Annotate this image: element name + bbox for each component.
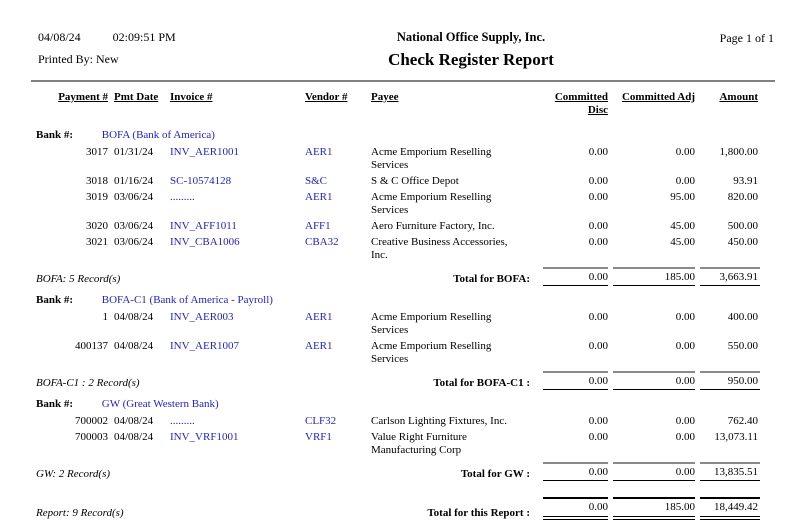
vendor-number-link[interactable]: CLF32	[305, 415, 337, 427]
bank-name-link[interactable]: BOFA (Bank of America)	[101, 129, 215, 141]
report-header	[0, 0, 804, 70]
total-committed-adj-cell	[608, 367, 695, 392]
invoice-number-link[interactable]: SC-10574128	[170, 175, 232, 187]
record-count: BOFA: 5 Record(s)	[36, 273, 121, 285]
payment-date-cell: 04/08/24	[114, 431, 154, 443]
payment-number-cell: 3020	[86, 220, 108, 232]
report-total-committed-disc-cell	[538, 483, 608, 522]
report-total-row	[30, 483, 774, 522]
payment-date-cell: 03/06/24	[114, 220, 154, 232]
report-title: Check Register Report	[388, 50, 554, 69]
bank-header-row	[30, 123, 774, 144]
payee-cell: Value Right Furniture Manufacturing Corp	[371, 431, 467, 456]
bank-header-cell	[30, 123, 774, 144]
vendor-number-link[interactable]: CBA32	[305, 236, 339, 248]
column-header-payee	[371, 82, 538, 123]
column-header-committed-adj-label: Committed Adj	[621, 91, 695, 103]
column-header-committed-disc-label: Committed Disc	[554, 91, 608, 116]
vendor-number-link[interactable]: AFF1	[305, 220, 331, 232]
payment-date-cell: 01/31/24	[114, 146, 154, 158]
committed-adj-cell: 0.00	[675, 146, 695, 158]
amount-cell: 820.00	[727, 191, 758, 203]
payment-row	[30, 429, 774, 458]
total-amount-cell	[695, 263, 774, 288]
total-committed-disc-cell	[538, 367, 608, 392]
report-total-committed-adj-value: 185.00	[613, 497, 695, 520]
bank-total-label: Total for BOFA:	[453, 273, 530, 285]
total-committed-disc-cell	[538, 458, 608, 483]
column-header-committed-disc	[538, 82, 608, 123]
total-amount-cell	[695, 367, 774, 392]
committed-adj-cell: 0.00	[675, 415, 695, 427]
bank-name-link[interactable]: BOFA-C1 (Bank of America - Payroll)	[101, 294, 273, 306]
header-center	[308, 30, 634, 70]
payee-cell: Acme Emporium Reselling Services	[371, 146, 492, 171]
page-indicator: Page 1 of 1	[719, 31, 774, 45]
invoice-number-link[interactable]: .........	[170, 191, 195, 203]
total-committed-adj-cell	[608, 458, 695, 483]
payment-date-cell: 03/06/24	[114, 191, 154, 203]
report-total-committed-adj-cell	[608, 483, 695, 522]
committed-adj-cell: 0.00	[675, 311, 695, 323]
total-committed-disc-value: 0.00	[543, 371, 608, 390]
amount-cell: 1,800.00	[719, 146, 758, 158]
amount-cell: 93.91	[733, 175, 758, 187]
committed-adj-cell: 45.00	[670, 220, 695, 232]
committed-disc-cell: 0.00	[588, 191, 608, 203]
column-header-pmt-date-label: Pmt Date	[114, 91, 159, 103]
payment-date-cell: 04/08/24	[114, 340, 154, 352]
payment-row	[30, 144, 774, 173]
committed-adj-cell: 0.00	[675, 175, 695, 187]
bank-header-cell	[30, 392, 774, 413]
column-header-committed-adj	[608, 82, 695, 123]
invoice-number-link[interactable]: .........	[170, 415, 195, 427]
column-header-amount-label: Amount	[719, 91, 758, 103]
column-header-payment	[30, 82, 108, 123]
payment-row	[30, 218, 774, 234]
committed-adj-cell: 45.00	[670, 236, 695, 248]
committed-adj-cell: 0.00	[675, 431, 695, 443]
payment-number-cell: 3018	[86, 175, 108, 187]
payment-date-cell: 04/08/24	[114, 311, 154, 323]
column-header-invoice	[170, 82, 305, 123]
vendor-number-link[interactable]: VRF1	[305, 431, 332, 443]
vendor-number-link[interactable]: AER1	[305, 146, 333, 158]
payment-row	[30, 173, 774, 189]
amount-cell: 400.00	[727, 311, 758, 323]
committed-disc-cell: 0.00	[588, 311, 608, 323]
vendor-number-link[interactable]: AER1	[305, 191, 333, 203]
header-left	[38, 30, 308, 67]
payee-cell: Carlson Lighting Fixtures, Inc.	[371, 415, 507, 427]
company-name: National Office Supply, Inc.	[396, 30, 546, 44]
payment-number-cell: 400137	[75, 340, 108, 352]
payment-row	[30, 189, 774, 218]
vendor-number-link[interactable]: S&C	[305, 175, 328, 187]
committed-disc-cell: 0.00	[588, 340, 608, 352]
committed-disc-cell: 0.00	[588, 236, 608, 248]
invoice-number-link[interactable]: INV_AER1007	[170, 340, 240, 352]
payee-cell: Creative Business Accessories, Inc.	[371, 236, 508, 261]
committed-disc-cell: 0.00	[588, 220, 608, 232]
total-committed-adj-cell	[608, 263, 695, 288]
table-header-row	[30, 82, 774, 123]
payee-cell: Acme Emporium Reselling Services	[371, 340, 492, 365]
committed-adj-cell: 95.00	[670, 191, 695, 203]
bank-name-link[interactable]: GW (Great Western Bank)	[101, 398, 219, 410]
report-total-label: Total for this Report :	[427, 507, 530, 519]
total-committed-disc-value: 0.00	[543, 462, 608, 481]
check-register-table	[30, 82, 774, 522]
committed-disc-cell: 0.00	[588, 431, 608, 443]
invoice-number-link[interactable]: INV_AER003	[170, 311, 234, 323]
amount-cell: 450.00	[727, 236, 758, 248]
total-committed-adj-value: 0.00	[613, 462, 695, 481]
total-amount-cell	[695, 458, 774, 483]
payee-cell: S & C Office Depot	[371, 175, 459, 187]
column-header-vendor-label: Vendor #	[305, 91, 348, 103]
bank-header-cell	[30, 288, 774, 309]
committed-disc-cell: 0.00	[588, 415, 608, 427]
printed-by: Printed By: New	[38, 52, 119, 66]
bank-number-label: Bank #:	[36, 398, 73, 410]
payment-row	[30, 234, 774, 263]
payment-number-cell: 1	[102, 311, 108, 323]
bank-total-label: Total for BOFA-C1 :	[433, 377, 530, 389]
record-count: BOFA-C1 : 2 Record(s)	[36, 377, 140, 389]
committed-disc-cell: 0.00	[588, 146, 608, 158]
payment-number-cell: 3017	[86, 146, 108, 158]
bank-header-row	[30, 288, 774, 309]
column-header-amount	[695, 82, 774, 123]
payment-number-cell: 700003	[75, 431, 108, 443]
invoice-number-link[interactable]: INV_VRF1001	[170, 431, 239, 443]
bank-header-row	[30, 392, 774, 413]
vendor-number-link[interactable]: AER1	[305, 340, 333, 352]
column-header-vendor	[305, 82, 371, 123]
payment-row	[30, 413, 774, 429]
total-committed-adj-value: 0.00	[613, 371, 695, 390]
bank-number-label: Bank #:	[36, 294, 73, 306]
invoice-number-link[interactable]: INV_AFF1011	[170, 220, 237, 232]
column-header-payee-label: Payee	[371, 91, 399, 103]
total-committed-disc-value: 0.00	[543, 267, 608, 286]
payment-number-cell: 3021	[86, 236, 108, 248]
payment-date-cell: 04/08/24	[114, 415, 154, 427]
print-datetime	[38, 30, 308, 45]
committed-disc-cell: 0.00	[588, 175, 608, 187]
committed-adj-cell: 0.00	[675, 340, 695, 352]
amount-cell: 762.40	[727, 415, 758, 427]
column-header-invoice-label: Invoice #	[170, 91, 213, 103]
record-count: GW: 2 Record(s)	[36, 468, 111, 480]
report-total-amount-cell	[695, 483, 774, 522]
payment-date-cell: 03/06/24	[114, 236, 154, 248]
amount-cell: 550.00	[727, 340, 758, 352]
payment-number-cell: 3019	[86, 191, 108, 203]
total-amount-value: 3,663.91	[700, 267, 760, 286]
column-header-pmt-date	[108, 82, 170, 123]
total-committed-disc-cell	[538, 263, 608, 288]
print-time: 02:09:51 PM	[112, 30, 176, 44]
print-date: 04/08/24	[38, 30, 81, 44]
payment-row	[30, 338, 774, 367]
amount-cell: 13,073.11	[714, 431, 758, 443]
bank-total-row	[30, 263, 774, 288]
total-amount-value: 950.00	[700, 371, 760, 390]
column-header-payment-label: Payment #	[58, 91, 108, 103]
amount-cell: 500.00	[727, 220, 758, 232]
vendor-number-link[interactable]: AER1	[305, 311, 333, 323]
total-committed-adj-value: 185.00	[613, 267, 695, 286]
report-body	[30, 123, 774, 522]
bank-total-label: Total for GW :	[460, 468, 530, 480]
report-record-count: Report: 9 Record(s)	[36, 507, 124, 519]
payment-row	[30, 309, 774, 338]
payee-cell: Acme Emporium Reselling Services	[371, 311, 492, 336]
report-total-amount-value: 18,449.42	[700, 497, 760, 520]
invoice-number-link[interactable]: INV_CBA1006	[170, 236, 240, 248]
bank-number-label: Bank #:	[36, 129, 73, 141]
bank-total-row	[30, 367, 774, 392]
payment-date-cell: 01/16/24	[114, 175, 154, 187]
payment-number-cell: 700002	[75, 415, 108, 427]
payee-cell: Acme Emporium Reselling Services	[371, 191, 492, 216]
payee-cell: Aero Furniture Factory, Inc.	[371, 220, 495, 232]
invoice-number-link[interactable]: INV_AER1001	[170, 146, 240, 158]
report-total-committed-disc-value: 0.00	[543, 497, 608, 520]
bank-total-row	[30, 458, 774, 483]
total-amount-value: 13,835.51	[700, 462, 760, 481]
